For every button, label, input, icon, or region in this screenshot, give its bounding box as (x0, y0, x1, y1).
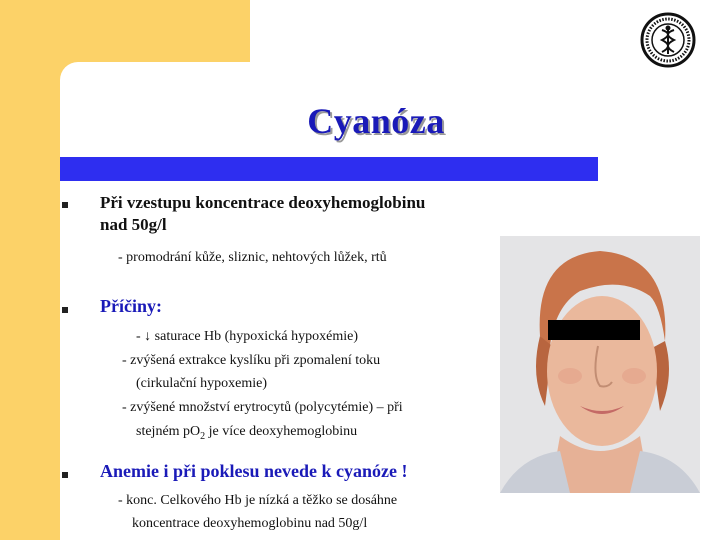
bullet-2-sub-5-text: stejném pO (136, 424, 201, 439)
bullet-2-sub-1-text: saturace Hb (hypoxická hypoxémie) (154, 329, 358, 344)
title-bar (60, 157, 598, 181)
bullet-2-heading: Příčiny: (100, 296, 162, 316)
down-arrow-icon: ↓ (144, 329, 152, 344)
subscript: 2 (200, 430, 206, 442)
bullet-1-text (100, 192, 425, 236)
patient-photo (500, 236, 700, 493)
bullet-2-sub-5 (136, 421, 357, 448)
bullet-3-sub-1: - konc. Celkového Hb je nízká a těžko se dosáhne (118, 493, 398, 508)
bullet-marker (62, 472, 68, 478)
bullet-1-sub: - promodrání kůže, sliznic, nehtových lůžek, rtů (118, 250, 387, 265)
bullet-marker (62, 202, 68, 208)
bullet-3-heading: Anemie i při poklesu nevede k cyanóze ! (100, 461, 408, 481)
sub-prefix: - (136, 329, 141, 344)
university-logo-icon (640, 12, 696, 68)
bullet-2-sub-3: (cirkulační hypoxemie) (136, 376, 268, 391)
bullet-2-sub-5-tail: je více deoxyhemoglobinu (208, 424, 358, 439)
bullet-2-sub-1 (136, 326, 358, 348)
bullet-1-line-1: Při vzestupu koncentrace deoxyhemoglobinu (100, 193, 426, 212)
bullet-2-sub-2: - zvýšená extrakce kyslíku při zpomalení toku (122, 353, 381, 368)
bullet-1-line-2: nad 50g/l (100, 215, 167, 234)
slide-title: Cyanóza (307, 101, 445, 141)
bullet-marker (62, 307, 68, 313)
bullet-3-sub-2: koncentrace deoxyhemoglobinu nad 50g/l (132, 516, 368, 531)
bullet-2-sub-4: - zvýšené množství erytrocytů (polycytémie) – při (122, 400, 403, 415)
